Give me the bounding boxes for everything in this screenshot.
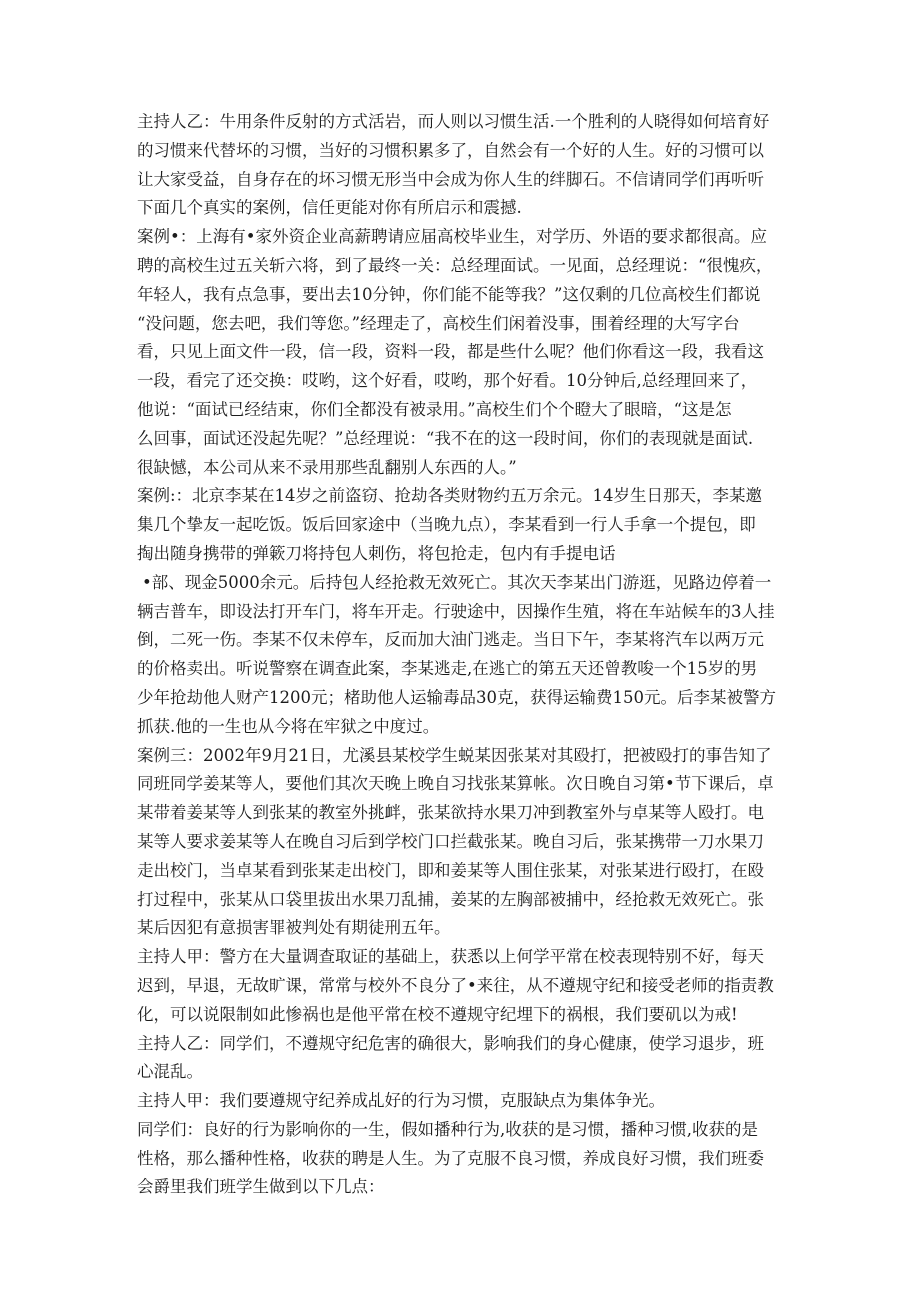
text-line: 聘的高校生过五关斩六将，到了最终一关：总经理面试。一见面，总经理说：“很愧疚， (137, 255, 773, 275)
text-line: 集几个挚友一起吃饭。饭后回家途中（当晚九点），李某看到一行人手拿一个提包，即 (137, 515, 756, 535)
text-line: 少年抢劫他人财产1200元；楮助他人运输毒品30克，获得运输费150元。后李某被警方 (137, 687, 776, 707)
text-line: 案例:：北京李某在14岁之前盗窃、抢劫各类财物约五万余元。14岁生日那天，李某邀 (137, 486, 763, 506)
text-line: 案例三：2002年9月21日，尤溪县某校学生蜕某因张某对其殴打，把被殴打的事告知了 (137, 745, 772, 765)
text-line: 性格，那么播种性格，收获的聘是人生。为了克服不良习惯，养成良好习惯，我们班委 (137, 1148, 764, 1168)
text-line: 同班同学姜某等人，要他们其次天晚上晚自习找张某算帐。次日晚自习第•节下课后，卓 (137, 774, 774, 794)
text-line: 年轻人，我有点急事，要出去10分钟，你们能不能等我？”这仅剩的几位高校生们都说 (137, 284, 761, 304)
text-line: 某后因犯有意损害罪被判处有期徒刑五年。 (137, 918, 451, 938)
text-line: 化，可以说限制如此惨祸也是他平常在校不遵规守纪埋下的祸根，我们要矶以为戒! (137, 1004, 738, 1024)
text-line: 他说：“面试已经结束，你们全都没有被录用。”高校生们个个瞪大了眼暗，“这是怎 (137, 399, 732, 419)
text-line: 很缺憾，本公司从来不录用那些乱翻别人东西的人。” (137, 457, 517, 477)
text-line: 下面几个真实的案例，信任更能对你有所启示和震撼. (137, 198, 522, 218)
text-line: •部、现金5000余元。后持包人经抢救无效死亡。其次天李某出门游逛，见路边停着一 (142, 572, 772, 592)
text-line: 辆吉普车，即设法打开车门，将车开走。行驶途中，因操作生殖，将在车站候车的3人挂 (137, 601, 775, 621)
text-line: 一段，看完了还交换：哎哟，这个好看，哎哟，那个好看。10分钟后,总经理回来了， (137, 371, 758, 391)
text-line: 主持人甲：我们要遵规守纪养成乩好的行为习惯，克服缺点为集体争光。 (137, 1091, 665, 1111)
text-line: 么回事，面试还没起先呢？”总经理说：“我不在的这一段时间，你们的表现就是面试. (137, 428, 754, 448)
text-line: 迟到，早退，无故旷课，常常与校外不良分了•来往，从不遵规守纪和接受老师的指责教 (137, 975, 774, 995)
text-line: 某等人要求姜某等人在晚自习后到学校门口拦截张某。晚自习后，张某携带一刀水果刀 (137, 831, 764, 851)
document-body (137, 108, 797, 1202)
text-line: 倒，二死一伤。李某不仅未停车，反而加大油门逃走。当日下午，李某将汽车以两万元 (137, 630, 764, 650)
text-line: 打过程中，张某从口袋里拔出水果刀乱捕，姜某的左胸部被捕中，经抢救无效死亡。张 (137, 889, 764, 909)
text-line: 某带着姜某等人到张某的教室外挑衅，张某欲持水果刀冲到教室外与卓某等人殴打。电 (137, 803, 764, 823)
text-line: 走出校门，当卓某看到张某走出校门，即和姜某等人围住张某，对张某进行殴打，在殴 (137, 860, 764, 880)
text-line: 主持人乙：同学们，不遵规守纪危害的确很大，影响我们的身心健康，使学习退步，班 (137, 1033, 764, 1053)
text-line: 主持人乙：牛用条件反射的方式活岩，而人则以习惯生活.一个胜利的人晓得如何培育好 (137, 112, 770, 131)
text-line: 会爵里我们班学生做到以下几点： (137, 1177, 385, 1197)
text-line: 让大家受益，自身存在的坏习惯无形当中会成为你人生的绊脚石。不信请同学们再听听 (137, 169, 764, 189)
text-line: 抓获.他的一生也从今将在牢狱之中度过。 (137, 716, 440, 736)
text-line: “没问题，您去吧，我们等您。”经理走了，高校生们闲着没事，围着经理的大写字台 (137, 313, 740, 333)
text-line: 案例•：上海有•家外资企业高薪聘请应届高校毕业生，对学历、外语的要求都很高。应 (137, 227, 767, 247)
text-line: 掏出随身携带的弹簌刀将持包人刺伤，将包抢走，包内有手提电话 (137, 543, 616, 563)
text-line: 的价格卖出。听说警察在调查此案，李某逃走,在逃亡的第五天还曾教唆一个15岁的男 (137, 659, 758, 679)
text-line: 心混乱。 (137, 1062, 203, 1082)
text-line: 的习惯来代替坏的习惯，当好的习惯积累多了，自然会有一个好的人生。好的习惯可以 (137, 140, 764, 160)
text-line: 同学们：良好的行为影响你的一生，假如播种行为,收获的是习惯，播种习惯,收获的是 (137, 1119, 758, 1139)
text-line: 主持人甲：警方在大量调查取证的基础上，获悉以上何学平常在校表现特别不好，每天 (137, 947, 764, 967)
text-line: 看，只见上面文件一段，信一段，资料一段，都是些什么呢？他们你看这一段，我看这 (137, 342, 764, 362)
